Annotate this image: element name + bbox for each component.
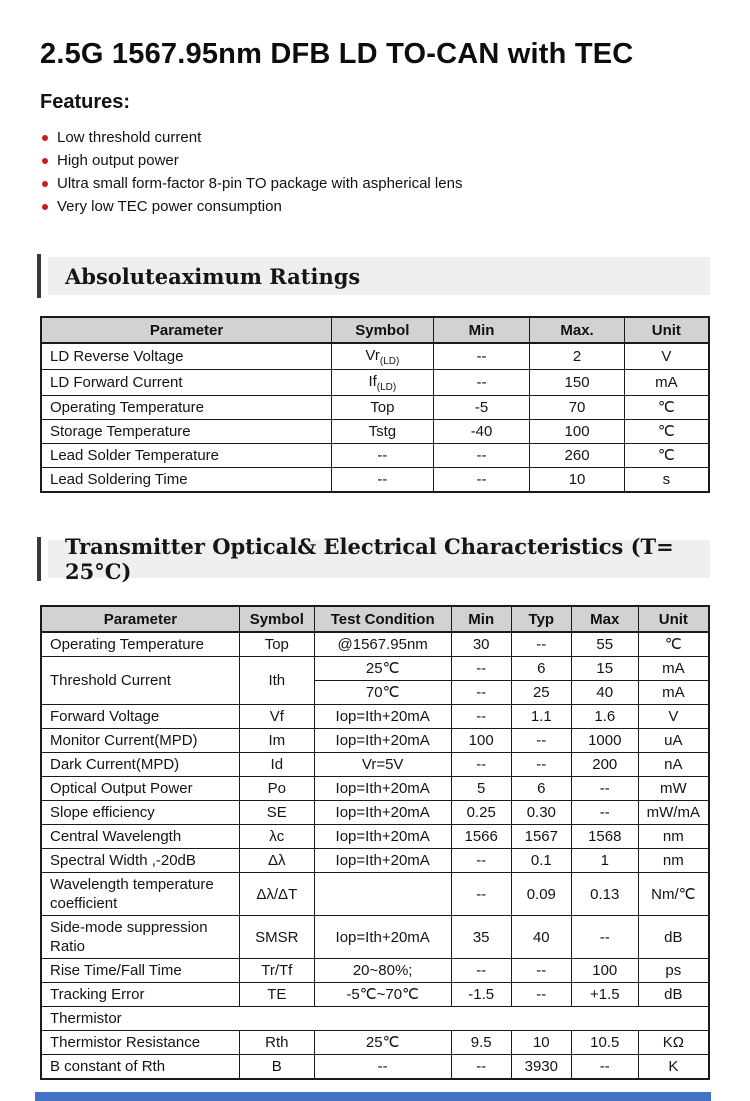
feature-item: [42, 172, 710, 195]
table-cell: -5: [433, 396, 530, 420]
features-heading: Features:: [40, 91, 131, 113]
table-cell: Vf: [239, 705, 314, 729]
table-cell: --: [433, 343, 530, 370]
table-cell: ℃: [624, 420, 709, 444]
table-cell: 3930: [511, 1055, 571, 1080]
feature-text: High output power: [57, 152, 179, 169]
table-cell: KΩ: [638, 1031, 709, 1055]
table-cell: --: [511, 632, 571, 657]
table-cell: 0.30: [511, 801, 571, 825]
table-cell: --: [451, 873, 511, 916]
table-cell: --: [451, 681, 511, 705]
table-cell: --: [451, 1055, 511, 1080]
table-cell: Tr/Tf: [239, 959, 314, 983]
table-row: [41, 753, 709, 777]
section-absolute-maximum-ratings: [37, 254, 710, 298]
section-title: Transmitter Optical& Electrical Characteristics (T= 25°C): [65, 534, 674, 584]
table-cell: $Vr_{(LD)}$: [332, 343, 434, 370]
table-row: [41, 801, 709, 825]
table-cell: 40: [571, 681, 638, 705]
table-row: [41, 729, 709, 753]
table-cell: λc: [239, 825, 314, 849]
table-cell: Rise Time/Fall Time: [41, 959, 239, 983]
symbol-subscript: (LD): [376, 382, 397, 393]
table-cell: Monitor Current(MPD): [41, 729, 239, 753]
table-cell: 100: [530, 420, 624, 444]
section-title: Absoluteaximum Ratings: [65, 263, 361, 289]
table-cell: --: [451, 849, 511, 873]
table-cell: --: [433, 370, 530, 396]
table-cell: -1.5: [451, 983, 511, 1007]
table-cell: Iop=Ith+20mA: [314, 825, 451, 849]
table-cell: nA: [638, 753, 709, 777]
table-cell: 1.6: [571, 705, 638, 729]
table-cell: Iop=Ith+20mA: [314, 729, 451, 753]
table-row: [41, 1007, 709, 1031]
table-cell: Iop=Ith+20mA: [314, 849, 451, 873]
table-cell: Side-mode suppression Ratio: [41, 916, 239, 959]
table-cell: --: [511, 959, 571, 983]
table-cell: B: [239, 1055, 314, 1080]
table-cell: Rth: [239, 1031, 314, 1055]
table-cell: Wavelength temperature coefficient: [41, 873, 239, 916]
table-cell: nm: [638, 849, 709, 873]
table-header-row: [41, 317, 709, 343]
table-cell: Tracking Error: [41, 983, 239, 1007]
table-cell: mW/mA: [638, 801, 709, 825]
table-cell: 10.5: [571, 1031, 638, 1055]
feature-text: Ultra small form-factor 8-pin TO package with aspherical lens: [57, 175, 463, 192]
table-cell: V: [638, 705, 709, 729]
table-cell: Iop=Ith+20mA: [314, 801, 451, 825]
bullet-icon: [42, 158, 48, 164]
column-header: Unit: [624, 317, 709, 343]
table-cell: nm: [638, 825, 709, 849]
table-cell: Δλ/ΔT: [239, 873, 314, 916]
table-row: [41, 370, 709, 396]
table-cell: Iop=Ith+20mA: [314, 705, 451, 729]
table-row: [41, 873, 709, 916]
table-cell: --: [571, 916, 638, 959]
table-cell: Spectral Width ,-20dB: [41, 849, 239, 873]
table-cell: 150: [530, 370, 624, 396]
table-cell: 100: [571, 959, 638, 983]
bullet-icon: [42, 204, 48, 210]
table-cell: mA: [638, 681, 709, 705]
table-cell: 15: [571, 657, 638, 681]
table-row: [41, 444, 709, 468]
table-cell: B constant of Rth: [41, 1055, 239, 1080]
table-cell: 25: [511, 681, 571, 705]
column-header: Parameter: [41, 317, 332, 343]
table-cell: 10: [511, 1031, 571, 1055]
column-header: Min: [451, 606, 511, 632]
table-cell: dB: [638, 916, 709, 959]
table-cell: Iop=Ith+20mA: [314, 777, 451, 801]
table-cell: 0.25: [451, 801, 511, 825]
table-cell: Lead Soldering Time: [41, 468, 332, 493]
table-cell: --: [433, 468, 530, 493]
table-cell: --: [511, 753, 571, 777]
section-transmitter-characteristics: [37, 534, 710, 584]
table-cell: 5: [451, 777, 511, 801]
feature-text: Low threshold current: [57, 129, 202, 146]
table-cell: 70℃: [314, 681, 451, 705]
table-cell: 10: [530, 468, 624, 493]
table-row: [41, 777, 709, 801]
table-row: [41, 959, 709, 983]
table-cell: 0.09: [511, 873, 571, 916]
table-cell: Operating Temperature: [41, 632, 239, 657]
table-cell: 9.5: [451, 1031, 511, 1055]
table-cell: 70: [530, 396, 624, 420]
table-row: [41, 849, 709, 873]
column-header: Symbol: [239, 606, 314, 632]
transmitter-characteristics-table: [40, 605, 710, 1080]
table-cell: Optical Output Power: [41, 777, 239, 801]
symbol-subscript: (LD): [379, 356, 400, 367]
table-cell: --: [571, 801, 638, 825]
feature-text: Very low TEC power consumption: [57, 198, 282, 215]
table-cell: mA: [638, 657, 709, 681]
column-header: Max: [571, 606, 638, 632]
table-row: [41, 1055, 709, 1080]
table-cell: --: [451, 705, 511, 729]
table-cell: --: [314, 1055, 451, 1080]
table-cell: @1567.95nm: [314, 632, 451, 657]
table-cell: 0.1: [511, 849, 571, 873]
section-title-bar: [48, 534, 710, 584]
table-cell: --: [511, 983, 571, 1007]
feature-item: [42, 149, 710, 172]
table-row: [41, 983, 709, 1007]
table-cell: mW: [638, 777, 709, 801]
table-cell: s: [624, 468, 709, 493]
table-cell: -40: [433, 420, 530, 444]
table-cell: 1567: [511, 825, 571, 849]
table-row: [41, 396, 709, 420]
table-header-row: [41, 606, 709, 632]
table-row: [41, 468, 709, 493]
table-cell: LD Reverse Voltage: [41, 343, 332, 370]
section-left-rule: [37, 254, 41, 298]
table-cell: K: [638, 1055, 709, 1080]
section-title-bar: [48, 257, 710, 295]
table-cell: Im: [239, 729, 314, 753]
column-header: Unit: [638, 606, 709, 632]
features-list: [42, 126, 710, 218]
table-cell: 100: [451, 729, 511, 753]
table-cell: --: [511, 729, 571, 753]
column-header: Typ: [511, 606, 571, 632]
table-cell: 1: [571, 849, 638, 873]
bullet-icon: [42, 135, 48, 141]
table-cell: Nm/℃: [638, 873, 709, 916]
table-cell: 0.13: [571, 873, 638, 916]
table-cell: SE: [239, 801, 314, 825]
table-cell: 1566: [451, 825, 511, 849]
table-cell: 30: [451, 632, 511, 657]
table-cell: 35: [451, 916, 511, 959]
table-cell: ℃: [624, 444, 709, 468]
table-row: [41, 916, 709, 959]
table-cell: 200: [571, 753, 638, 777]
table-cell: Top: [332, 396, 434, 420]
table-cell: Lead Solder Temperature: [41, 444, 332, 468]
table-row: [41, 705, 709, 729]
table-cell: uA: [638, 729, 709, 753]
feature-item: [42, 126, 710, 149]
table-row: [41, 657, 709, 681]
table-row: [41, 632, 709, 657]
table-cell: ps: [638, 959, 709, 983]
table-cell: [314, 873, 451, 916]
table-cell: 6: [511, 777, 571, 801]
table-cell: Threshold Current: [41, 657, 239, 705]
table-cell: --: [571, 777, 638, 801]
table-cell: --: [451, 657, 511, 681]
table-cell: 25℃: [314, 657, 451, 681]
table-cell: 55: [571, 632, 638, 657]
column-header: Min: [433, 317, 530, 343]
table-cell: dB: [638, 983, 709, 1007]
table-cell: Iop=Ith+20mA: [314, 916, 451, 959]
table-cell: Forward Voltage: [41, 705, 239, 729]
table-cell: --: [332, 468, 434, 493]
table-cell: 1.1: [511, 705, 571, 729]
table-cell: V: [624, 343, 709, 370]
table-cell: 40: [511, 916, 571, 959]
section-left-rule: [37, 537, 41, 581]
page-title: 2.5G 1567.95nm DFB LD TO-CAN with TEC: [40, 38, 634, 70]
table-cell: -5℃~70℃: [314, 983, 451, 1007]
table-cell: Dark Current(MPD): [41, 753, 239, 777]
table-cell: ℃: [638, 632, 709, 657]
footer-accent-bar: [35, 1092, 711, 1101]
table-cell: ℃: [624, 396, 709, 420]
feature-item: [42, 195, 710, 218]
table-cell: Thermistor: [41, 1007, 709, 1031]
table-cell: Vr=5V: [314, 753, 451, 777]
table-cell: 6: [511, 657, 571, 681]
table-cell: 20~80%;: [314, 959, 451, 983]
table-cell: 25℃: [314, 1031, 451, 1055]
table-cell: Top: [239, 632, 314, 657]
table-cell: --: [571, 1055, 638, 1080]
table-cell: Ith: [239, 657, 314, 705]
table-cell: Tstg: [332, 420, 434, 444]
column-header: Symbol: [332, 317, 434, 343]
table-cell: --: [451, 959, 511, 983]
table-cell: +1.5: [571, 983, 638, 1007]
table-cell: Storage Temperature: [41, 420, 332, 444]
table-cell: 2: [530, 343, 624, 370]
table-row: [41, 420, 709, 444]
column-header: Parameter: [41, 606, 239, 632]
table-cell: SMSR: [239, 916, 314, 959]
table-cell: 1568: [571, 825, 638, 849]
table-row: [41, 343, 709, 370]
table-cell: LD Forward Current: [41, 370, 332, 396]
table-cell: Δλ: [239, 849, 314, 873]
column-header: Max.: [530, 317, 624, 343]
table-cell: 1000: [571, 729, 638, 753]
absolute-maximum-ratings-table: [40, 316, 710, 493]
table-cell: Po: [239, 777, 314, 801]
table-cell: Central Wavelength: [41, 825, 239, 849]
table-cell: TE: [239, 983, 314, 1007]
table-cell: Operating Temperature: [41, 396, 332, 420]
table-cell: --: [332, 444, 434, 468]
table-cell: Id: [239, 753, 314, 777]
table-cell: Thermistor Resistance: [41, 1031, 239, 1055]
column-header: Test Condition: [314, 606, 451, 632]
table-cell: --: [451, 753, 511, 777]
table-cell: Slope efficiency: [41, 801, 239, 825]
table-row: [41, 1031, 709, 1055]
table-cell: $If_{(LD)}$: [332, 370, 434, 396]
table-row: [41, 825, 709, 849]
table-cell: 260: [530, 444, 624, 468]
bullet-icon: [42, 181, 48, 187]
table-cell: mA: [624, 370, 709, 396]
table-cell: --: [433, 444, 530, 468]
